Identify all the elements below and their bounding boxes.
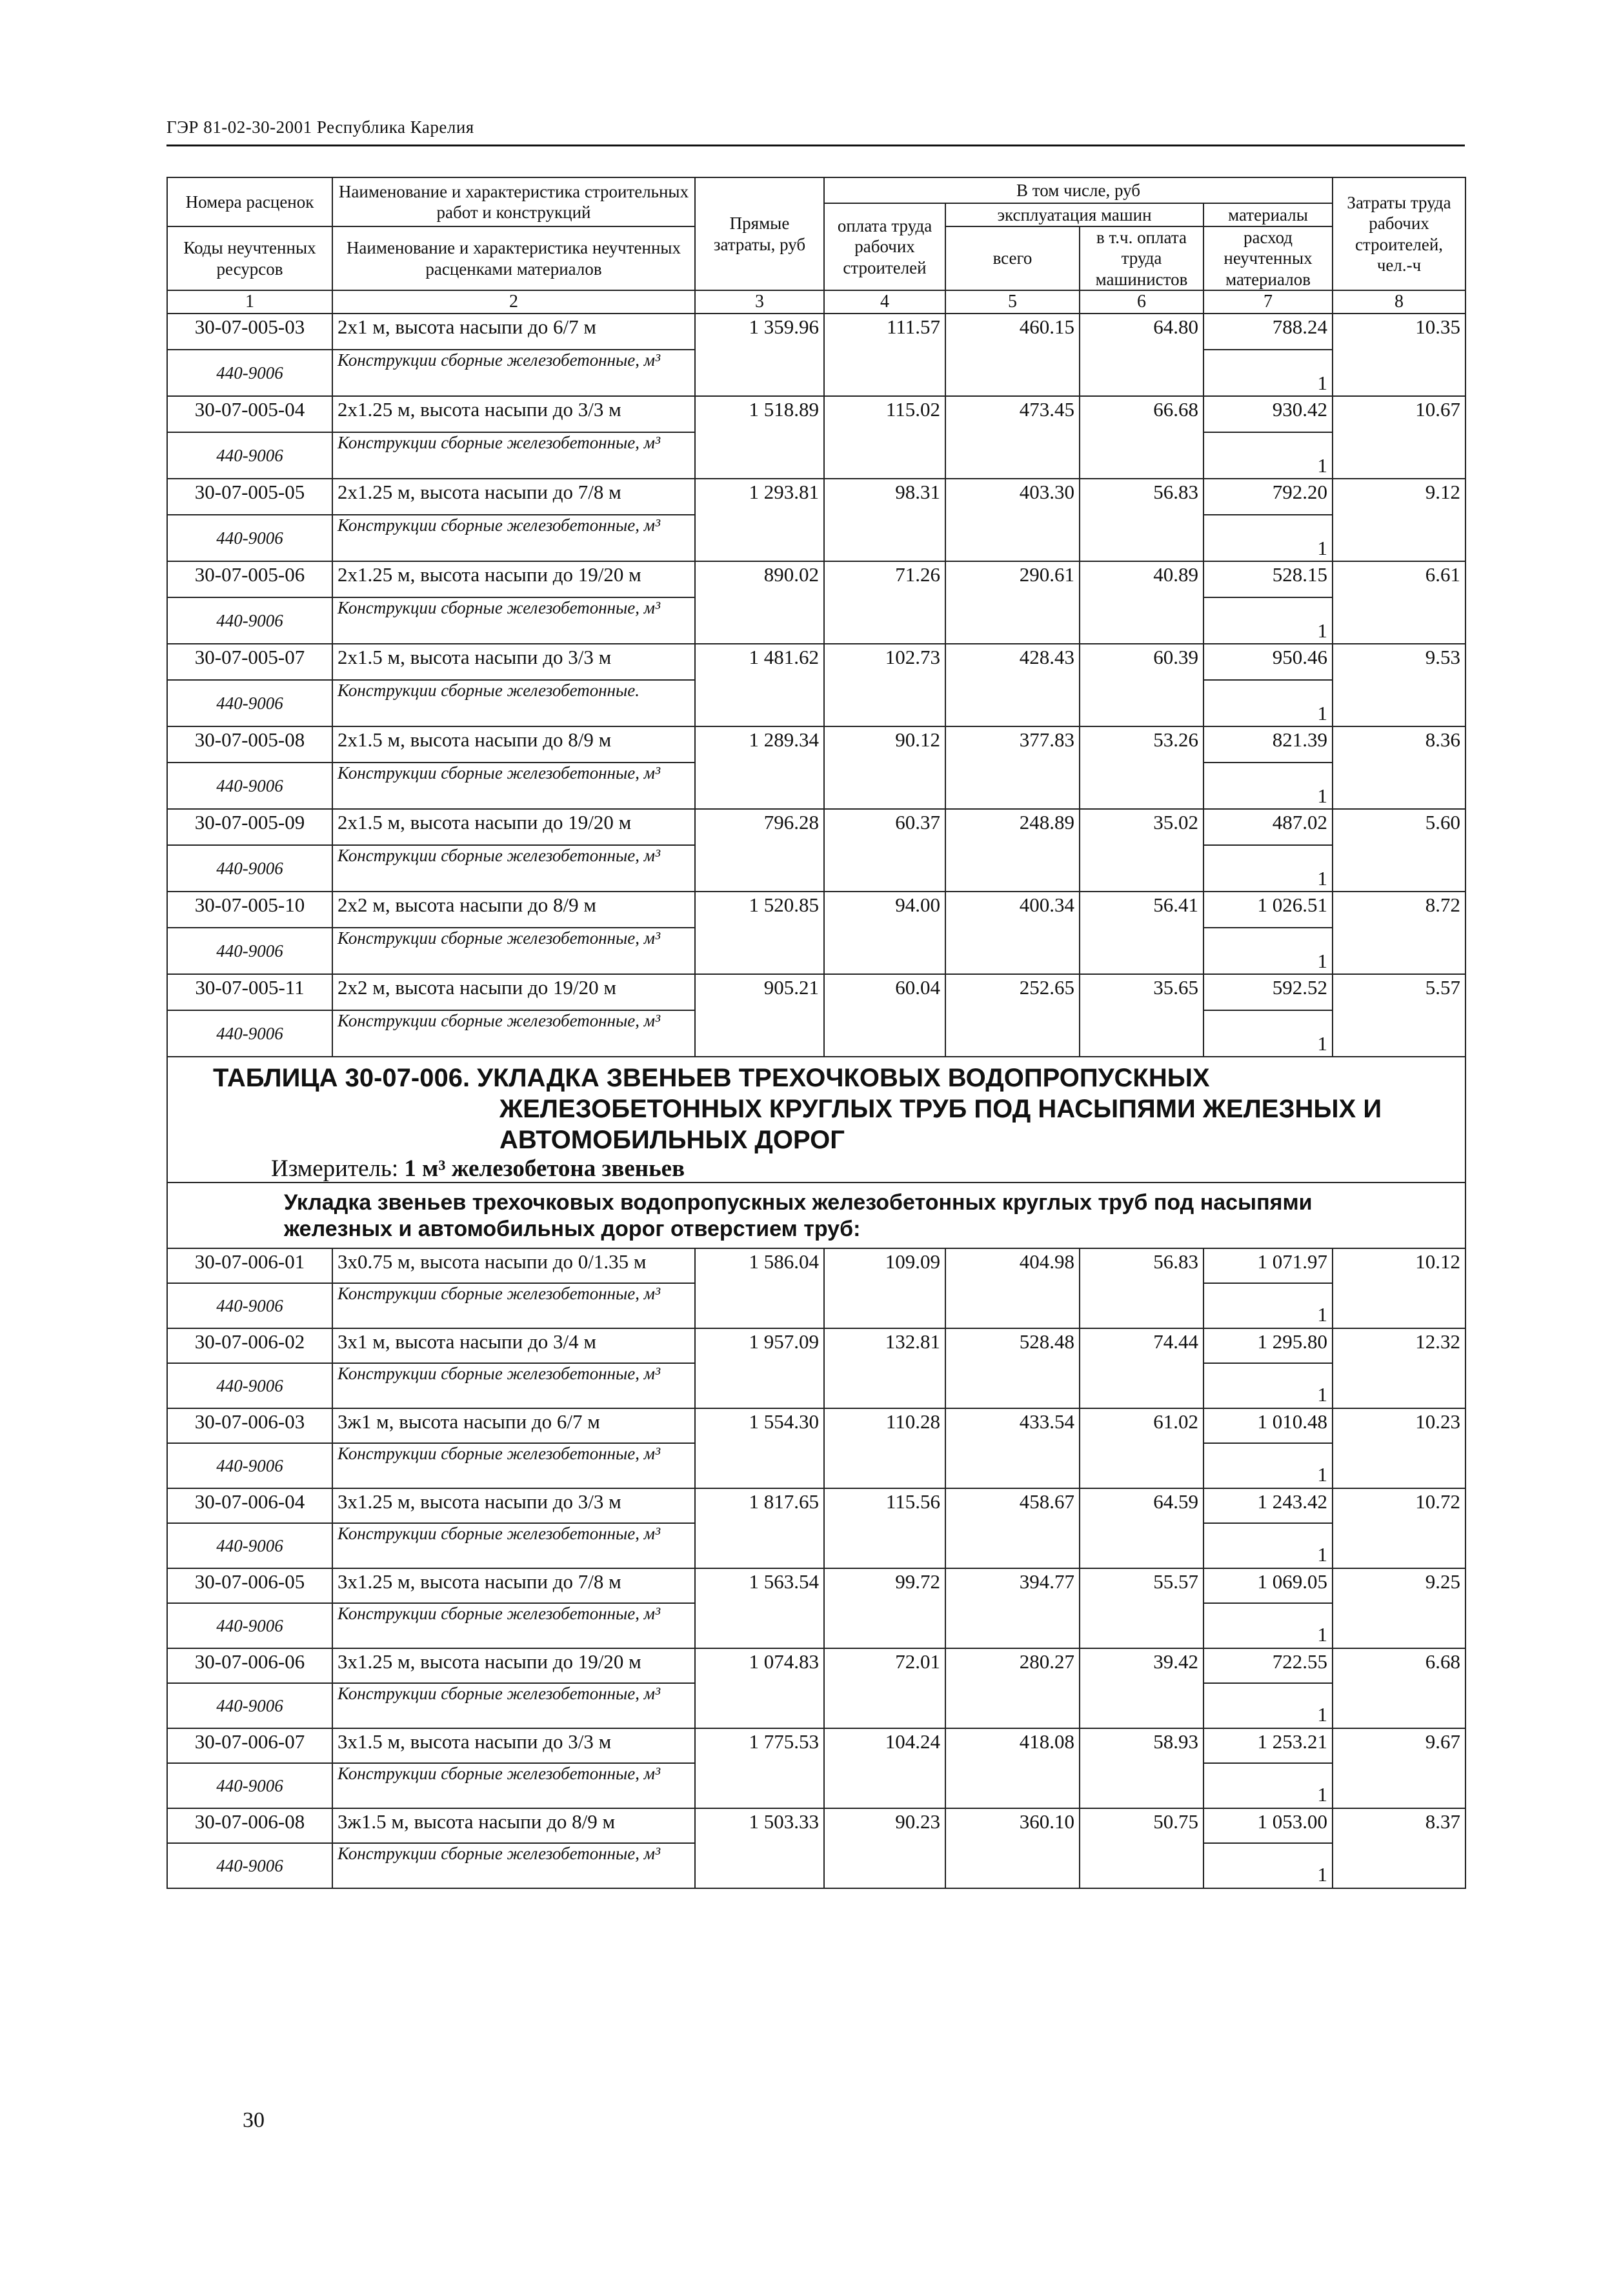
materials-cost: 930.42	[1203, 396, 1333, 432]
material-description: Конструкции сборные железобетонные, м³	[332, 1843, 695, 1888]
material-code: 440-9006	[167, 763, 332, 809]
material-code: 440-9006	[167, 680, 332, 726]
labor-hours: 5.57	[1333, 974, 1465, 1057]
materials-cost: 1 010.48	[1203, 1408, 1333, 1443]
machinist-pay: 39.42	[1080, 1648, 1203, 1728]
machine-cost: 248.89	[945, 809, 1080, 892]
header-rule	[166, 145, 1465, 146]
labor-pay: 115.02	[824, 396, 945, 479]
machinist-pay: 50.75	[1080, 1808, 1203, 1888]
material-unit: 1	[1203, 1523, 1333, 1568]
rate-row	[167, 1728, 1465, 1763]
material-unit: 1	[1203, 1010, 1333, 1057]
direct-cost: 1 518.89	[695, 396, 824, 479]
section-heading-line: Укладка звеньев трехочковых водопропускных железобетонных круглых труб под насыпями	[284, 1190, 1313, 1215]
labor-pay: 102.73	[824, 644, 945, 726]
rate-code: 30-07-006-06	[167, 1648, 332, 1683]
labor-hours: 8.37	[1333, 1808, 1465, 1888]
work-description: 2х1.25 м, высота насыпи до 7/8 м	[332, 479, 695, 515]
rate-code: 30-07-006-08	[167, 1808, 332, 1843]
material-code: 440-9006	[167, 1523, 332, 1568]
direct-cost: 1 289.34	[695, 726, 824, 809]
rate-code: 30-07-005-05	[167, 479, 332, 515]
direct-cost: 1 957.09	[695, 1328, 824, 1408]
rate-code: 30-07-006-05	[167, 1568, 332, 1603]
machine-cost: 428.43	[945, 644, 1080, 726]
labor-pay: 72.01	[824, 1648, 945, 1728]
labor-pay: 115.56	[824, 1488, 945, 1568]
machine-cost: 290.61	[945, 561, 1080, 644]
table-title-line: АВТОМОБИЛЬНЫХ ДОРОГ	[499, 1126, 845, 1155]
measure-value: 1 м³ железобетона звеньев	[404, 1155, 685, 1183]
rate-row	[167, 1408, 1465, 1443]
rate-code: 30-07-006-02	[167, 1328, 332, 1363]
section-heading-cell	[167, 1183, 1465, 1248]
machinist-pay: 40.89	[1080, 561, 1203, 644]
rate-row	[167, 1488, 1465, 1523]
materials-cost: 792.20	[1203, 479, 1333, 515]
work-description: 2х1.5 м, высота насыпи до 3/3 м	[332, 644, 695, 680]
machinist-pay: 66.68	[1080, 396, 1203, 479]
measure-line	[213, 1157, 1465, 1182]
machinist-pay: 56.83	[1080, 1248, 1203, 1328]
rate-code: 30-07-005-08	[167, 726, 332, 763]
header-labor-pay: оплата труда рабочих строителей	[824, 203, 945, 290]
material-unit: 1	[1203, 763, 1333, 809]
labor-hours: 10.23	[1333, 1408, 1465, 1488]
machinist-pay: 74.44	[1080, 1328, 1203, 1408]
labor-hours: 9.67	[1333, 1728, 1465, 1808]
material-unit: 1	[1203, 597, 1333, 644]
material-unit: 1	[1203, 515, 1333, 561]
direct-cost: 1 503.33	[695, 1808, 824, 1888]
labor-hours: 9.25	[1333, 1568, 1465, 1648]
materials-cost: 1 253.21	[1203, 1728, 1333, 1763]
material-description: Конструкции сборные железобетонные, м³	[332, 845, 695, 892]
material-code: 440-9006	[167, 1843, 332, 1888]
labor-pay: 104.24	[824, 1728, 945, 1808]
table-title-line: ТАБЛИЦА 30-07-006. УКЛАДКА ЗВЕНЬЕВ ТРЕХОЧКОВЫХ ВОДОПРОПУСКНЫХ	[213, 1064, 1210, 1093]
labor-pay: 71.26	[824, 561, 945, 644]
materials-cost: 1 069.05	[1203, 1568, 1333, 1603]
work-description: 2х1.5 м, высота насыпи до 8/9 м	[332, 726, 695, 763]
machinist-pay: 64.80	[1080, 314, 1203, 396]
rate-row	[167, 644, 1465, 680]
material-code: 440-9006	[167, 1010, 332, 1057]
material-unit: 1	[1203, 845, 1333, 892]
material-description: Конструкции сборные железобетонные, м³	[332, 515, 695, 561]
material-code: 440-9006	[167, 432, 332, 479]
labor-hours: 9.12	[1333, 479, 1465, 561]
machinist-pay: 58.93	[1080, 1728, 1203, 1808]
machinist-pay: 35.02	[1080, 809, 1203, 892]
material-code: 440-9006	[167, 1363, 332, 1408]
material-code: 440-9006	[167, 350, 332, 396]
work-description: 2х1.25 м, высота насыпи до 3/3 м	[332, 396, 695, 432]
material-unit: 1	[1203, 1283, 1333, 1328]
labor-hours: 10.12	[1333, 1248, 1465, 1328]
rate-row	[167, 1328, 1465, 1363]
labor-hours: 9.53	[1333, 644, 1465, 726]
material-description: Конструкции сборные железобетонные, м³	[332, 1010, 695, 1057]
header-name-bottom: Наименование и характеристика неучтенных расценками материалов	[332, 226, 695, 290]
machinist-pay: 64.59	[1080, 1488, 1203, 1568]
direct-cost: 1 554.30	[695, 1408, 824, 1488]
labor-pay: 60.37	[824, 809, 945, 892]
col-number: 7	[1203, 290, 1333, 314]
labor-pay: 94.00	[824, 892, 945, 974]
machinist-pay: 61.02	[1080, 1408, 1203, 1488]
labor-pay: 111.57	[824, 314, 945, 396]
header-code-top: Номера расценок	[167, 177, 332, 226]
rate-code: 30-07-005-10	[167, 892, 332, 928]
rate-code: 30-07-005-07	[167, 644, 332, 680]
direct-cost: 1 293.81	[695, 479, 824, 561]
table-title-cell	[167, 1057, 1465, 1183]
header-code-bottom: Коды неучтенных ресурсов	[167, 226, 332, 290]
rate-row	[167, 809, 1465, 845]
material-description: Конструкции сборные железобетонные.	[332, 680, 695, 726]
material-unit: 1	[1203, 1443, 1333, 1488]
materials-cost: 950.46	[1203, 644, 1333, 680]
labor-pay: 110.28	[824, 1408, 945, 1488]
material-unit: 1	[1203, 1763, 1333, 1808]
material-unit: 1	[1203, 1363, 1333, 1408]
measure-label: Измеритель:	[271, 1155, 399, 1183]
labor-hours: 10.72	[1333, 1488, 1465, 1568]
labor-hours: 6.68	[1333, 1648, 1465, 1728]
work-description: 3ж1 м, высота насыпи до 6/7 м	[332, 1408, 695, 1443]
rate-code: 30-07-005-09	[167, 809, 332, 845]
material-code: 440-9006	[167, 928, 332, 974]
material-description: Конструкции сборные железобетонные, м³	[332, 1523, 695, 1568]
col-number: 1	[167, 290, 332, 314]
material-description: Конструкции сборные железобетонные, м³	[332, 1443, 695, 1488]
machine-cost: 252.65	[945, 974, 1080, 1057]
materials-cost: 1 071.97	[1203, 1248, 1333, 1283]
work-description: 2х1.25 м, высота насыпи до 19/20 м	[332, 561, 695, 597]
rate-row	[167, 1648, 1465, 1683]
rate-row	[167, 1248, 1465, 1283]
machinist-pay: 53.26	[1080, 726, 1203, 809]
header-materials: материалы	[1203, 203, 1333, 226]
material-unit: 1	[1203, 1683, 1333, 1728]
labor-pay: 99.72	[824, 1568, 945, 1648]
table-title-row	[167, 1057, 1465, 1183]
materials-cost: 722.55	[1203, 1648, 1333, 1683]
labor-hours: 10.67	[1333, 396, 1465, 479]
materials-cost: 1 026.51	[1203, 892, 1333, 928]
section-heading-line: железных и автомобильных дорог отверстием труб:	[284, 1217, 861, 1242]
direct-cost: 796.28	[695, 809, 824, 892]
material-unit: 1	[1203, 350, 1333, 396]
labor-hours: 6.61	[1333, 561, 1465, 644]
material-unit: 1	[1203, 1843, 1333, 1888]
work-description: 2х1.5 м, высота насыпи до 19/20 м	[332, 809, 695, 845]
material-description: Конструкции сборные железобетонные, м³	[332, 928, 695, 974]
machinist-pay: 56.83	[1080, 479, 1203, 561]
work-description: 3х1.5 м, высота насыпи до 3/3 м	[332, 1728, 695, 1763]
materials-cost: 821.39	[1203, 726, 1333, 763]
header-labor: Затраты труда рабочих строителей, чел.-ч	[1333, 177, 1465, 290]
rate-code: 30-07-005-04	[167, 396, 332, 432]
direct-cost: 1 074.83	[695, 1648, 824, 1728]
work-description: 2х2 м, высота насыпи до 8/9 м	[332, 892, 695, 928]
labor-hours: 12.32	[1333, 1328, 1465, 1408]
col-number: 5	[945, 290, 1080, 314]
labor-pay: 90.12	[824, 726, 945, 809]
direct-cost: 1 586.04	[695, 1248, 824, 1328]
rate-row	[167, 1568, 1465, 1603]
machine-cost: 528.48	[945, 1328, 1080, 1408]
material-unit: 1	[1203, 1603, 1333, 1648]
machinist-pay: 55.57	[1080, 1568, 1203, 1648]
direct-cost: 1 481.62	[695, 644, 824, 726]
machine-cost: 460.15	[945, 314, 1080, 396]
work-description: 3ж1.5 м, высота насыпи до 8/9 м	[332, 1808, 695, 1843]
machinist-pay: 60.39	[1080, 644, 1203, 726]
machinist-pay: 56.41	[1080, 892, 1203, 974]
machine-cost: 280.27	[945, 1648, 1080, 1728]
table-title-line: ЖЕЛЕЗОБЕТОННЫХ КРУГЛЫХ ТРУБ ПОД НАСЫПЯМИ ЖЕЛЕЗНЫХ И	[499, 1095, 1382, 1124]
machine-cost: 433.54	[945, 1408, 1080, 1488]
work-description: 3х1.25 м, высота насыпи до 7/8 м	[332, 1568, 695, 1603]
rate-row	[167, 1808, 1465, 1843]
work-description: 3х1.25 м, высота насыпи до 3/3 м	[332, 1488, 695, 1523]
materials-cost: 1 243.42	[1203, 1488, 1333, 1523]
materials-cost: 1 053.00	[1203, 1808, 1333, 1843]
direct-cost: 905.21	[695, 974, 824, 1057]
direct-cost: 1 359.96	[695, 314, 824, 396]
work-description: 2х1 м, высота насыпи до 6/7 м	[332, 314, 695, 350]
machine-cost: 418.08	[945, 1728, 1080, 1808]
machine-cost: 458.67	[945, 1488, 1080, 1568]
material-unit: 1	[1203, 432, 1333, 479]
header-machine-pay: в т.ч. оплата труда машинистов	[1080, 226, 1203, 290]
machine-cost: 377.83	[945, 726, 1080, 809]
header-materials-sub: расход неучтенных материалов	[1203, 226, 1333, 290]
machine-cost: 360.10	[945, 1808, 1080, 1888]
col-number: 8	[1333, 290, 1465, 314]
work-description: 3х0.75 м, высота насыпи до 0/1.35 м	[332, 1248, 695, 1283]
machine-cost: 403.30	[945, 479, 1080, 561]
material-code: 440-9006	[167, 597, 332, 644]
material-description: Конструкции сборные железобетонные, м³	[332, 1683, 695, 1728]
rate-code: 30-07-005-03	[167, 314, 332, 350]
direct-cost: 1 775.53	[695, 1728, 824, 1808]
direct-cost: 1 817.65	[695, 1488, 824, 1568]
material-code: 440-9006	[167, 845, 332, 892]
materials-cost: 487.02	[1203, 809, 1333, 845]
material-code: 440-9006	[167, 1283, 332, 1328]
rate-code: 30-07-006-07	[167, 1728, 332, 1763]
machinist-pay: 35.65	[1080, 974, 1203, 1057]
rate-row	[167, 974, 1465, 1010]
direct-cost: 890.02	[695, 561, 824, 644]
rate-row	[167, 561, 1465, 597]
material-description: Конструкции сборные железобетонные, м³	[332, 432, 695, 479]
col-number: 4	[824, 290, 945, 314]
materials-cost: 1 295.80	[1203, 1328, 1333, 1363]
material-description: Конструкции сборные железобетонные, м³	[332, 350, 695, 396]
material-unit: 1	[1203, 928, 1333, 974]
materials-cost: 528.15	[1203, 561, 1333, 597]
labor-pay: 90.23	[824, 1808, 945, 1888]
material-code: 440-9006	[167, 1763, 332, 1808]
rate-code: 30-07-005-11	[167, 974, 332, 1010]
materials-cost: 788.24	[1203, 314, 1333, 350]
rate-row	[167, 892, 1465, 928]
material-description: Конструкции сборные железобетонные, м³	[332, 1763, 695, 1808]
rate-code: 30-07-006-04	[167, 1488, 332, 1523]
material-code: 440-9006	[167, 1443, 332, 1488]
rate-row	[167, 726, 1465, 763]
machine-cost: 404.98	[945, 1248, 1080, 1328]
rate-row	[167, 479, 1465, 515]
machine-cost: 394.77	[945, 1568, 1080, 1648]
header-machine-op: эксплуатация машин	[945, 203, 1203, 226]
material-code: 440-9006	[167, 515, 332, 561]
work-description: 3х1.25 м, высота насыпи до 19/20 м	[332, 1648, 695, 1683]
work-description: 3х1 м, высота насыпи до 3/4 м	[332, 1328, 695, 1363]
col-number: 2	[332, 290, 695, 314]
machine-cost: 400.34	[945, 892, 1080, 974]
labor-pay: 98.31	[824, 479, 945, 561]
labor-hours: 8.72	[1333, 892, 1465, 974]
labor-pay: 132.81	[824, 1328, 945, 1408]
header-name-top: Наименование и характеристика строительных работ и конструкций	[332, 177, 695, 226]
material-description: Конструкции сборные железобетонные, м³	[332, 1603, 695, 1648]
rate-code: 30-07-006-01	[167, 1248, 332, 1283]
header-machine-total: всего	[945, 226, 1080, 290]
running-header: ГЭР 81-02-30-2001 Республика Карелия	[166, 117, 474, 137]
direct-cost: 1 520.85	[695, 892, 824, 974]
rate-code: 30-07-005-06	[167, 561, 332, 597]
labor-hours: 5.60	[1333, 809, 1465, 892]
labor-hours: 10.35	[1333, 314, 1465, 396]
material-unit: 1	[1203, 680, 1333, 726]
machine-cost: 473.45	[945, 396, 1080, 479]
header-direct: Прямые затраты, руб	[695, 177, 824, 290]
section-heading-row	[167, 1183, 1465, 1248]
labor-hours: 8.36	[1333, 726, 1465, 809]
labor-pay: 60.04	[824, 974, 945, 1057]
rate-row	[167, 396, 1465, 432]
work-description: 2х2 м, высота насыпи до 19/20 м	[332, 974, 695, 1010]
rate-row	[167, 314, 1465, 350]
material-description: Конструкции сборные железобетонные, м³	[332, 597, 695, 644]
header-including: В том числе, руб	[824, 177, 1333, 203]
price-table	[166, 177, 1466, 1889]
material-description: Конструкции сборные железобетонные, м³	[332, 1283, 695, 1328]
col-number: 6	[1080, 290, 1203, 314]
direct-cost: 1 563.54	[695, 1568, 824, 1648]
material-description: Конструкции сборные железобетонные, м³	[332, 1363, 695, 1408]
col-number: 3	[695, 290, 824, 314]
rate-code: 30-07-006-03	[167, 1408, 332, 1443]
materials-cost: 592.52	[1203, 974, 1333, 1010]
labor-pay: 109.09	[824, 1248, 945, 1328]
material-code: 440-9006	[167, 1603, 332, 1648]
material-description: Конструкции сборные железобетонные, м³	[332, 763, 695, 809]
material-code: 440-9006	[167, 1683, 332, 1728]
page-number: 30	[243, 2108, 265, 2132]
